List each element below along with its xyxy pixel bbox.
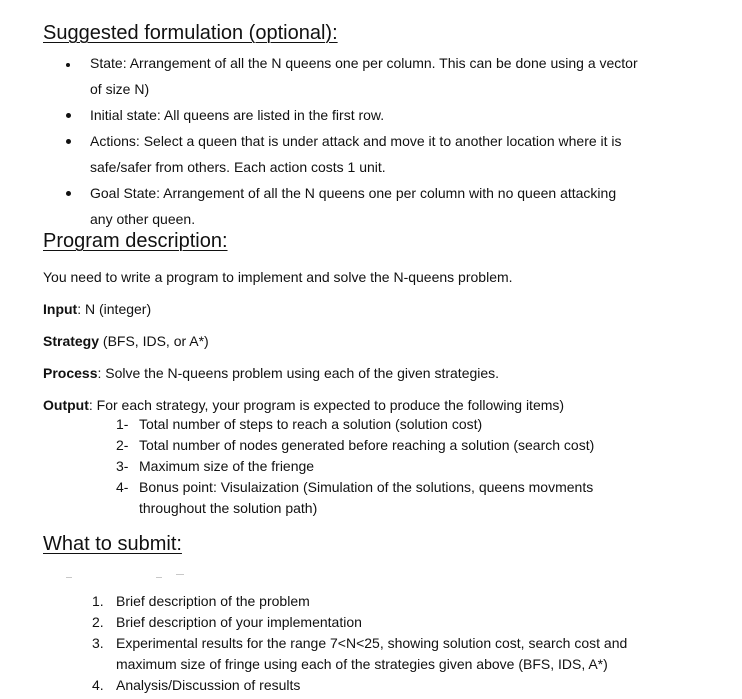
- submit-item-2: Brief description of your implementation: [116, 614, 362, 630]
- bullet-dot: [66, 191, 71, 196]
- formulation-bullet-3-line2: safe/safer from others. Each action costs 1 unit.: [90, 159, 386, 175]
- output-item-2: Total number of nodes generated before reaching a solution (search cost): [139, 437, 595, 453]
- submit-item-1: Brief description of the problem: [116, 593, 310, 609]
- faint-mark: [176, 574, 184, 575]
- process-label: Process: [43, 365, 98, 381]
- formulation-bullet-1-line2: of size N): [90, 81, 150, 97]
- program-heading: Program description:: [43, 230, 228, 252]
- output-item-number: 4-: [116, 479, 129, 495]
- formulation-bullet-3-line1: Actions: Select a queen that is under attack and move it to another location where it is: [90, 133, 622, 149]
- submit-heading: What to submit:: [43, 533, 182, 555]
- submit-item-number: 3.: [92, 635, 104, 651]
- input-label: Input: [43, 301, 78, 317]
- submit-item-number: 1.: [92, 593, 104, 609]
- bullet-dot: [66, 113, 71, 118]
- input-line: [43, 300, 151, 318]
- formulation-bullet-1-line1: State: Arrangement of all the N queens one per column. This can be done using a vector: [90, 55, 638, 71]
- formulation-heading: Suggested formulation (optional):: [43, 22, 338, 44]
- strategy-line: [43, 332, 209, 350]
- strategy-label: Strategy: [43, 333, 100, 349]
- bullet-dot: [66, 139, 71, 144]
- output-item-number: 1-: [116, 416, 129, 432]
- output-item-number: 3-: [116, 458, 129, 474]
- submit-item-3-line2: maximum size of fringe using each of the strategies given above (BFS, IDS, A*): [116, 656, 608, 672]
- process-text: : Solve the N-queens problem using each of the given strategies.: [97, 365, 500, 381]
- submit-item-number: 4.: [92, 677, 104, 693]
- formulation-bullet-4-line1: Goal State: Arrangement of all the N queens one per column with no queen attacking: [90, 185, 617, 201]
- output-item-1: Total number of steps to reach a solution (solution cost): [139, 416, 483, 432]
- output-item-3: Maximum size of the frienge: [139, 458, 315, 474]
- output-line: [43, 396, 564, 414]
- formulation-bullet-2-line1: Initial state: All queens are listed in the first row.: [90, 107, 385, 123]
- faint-mark: [156, 577, 162, 578]
- output-item-4-line1: Bonus point: Visulaization (Simulation of the solutions, queens movments: [139, 479, 594, 495]
- program-intro: You need to write a program to implement and solve the N-queens problem.: [43, 269, 513, 285]
- faint-mark: [66, 577, 72, 578]
- strategy-text: (BFS, IDS, or A*): [99, 333, 209, 349]
- input-text: : N (integer): [77, 301, 152, 317]
- output-label: Output: [43, 397, 89, 413]
- process-line: [43, 364, 499, 382]
- submit-item-4: Analysis/Discussion of results: [116, 677, 301, 693]
- submit-item-number: 2.: [92, 614, 104, 630]
- formulation-bullet-4-line2: any other queen.: [90, 211, 196, 227]
- output-item-number: 2-: [116, 437, 129, 453]
- output-text: : For each strategy, your program is expected to produce the following items): [88, 397, 565, 413]
- submit-item-3-line1: Experimental results for the range 7<N<25, showing solution cost, search cost and: [116, 635, 628, 651]
- bullet-dot: [66, 63, 70, 67]
- output-item-4-line2: throughout the solution path): [139, 500, 318, 516]
